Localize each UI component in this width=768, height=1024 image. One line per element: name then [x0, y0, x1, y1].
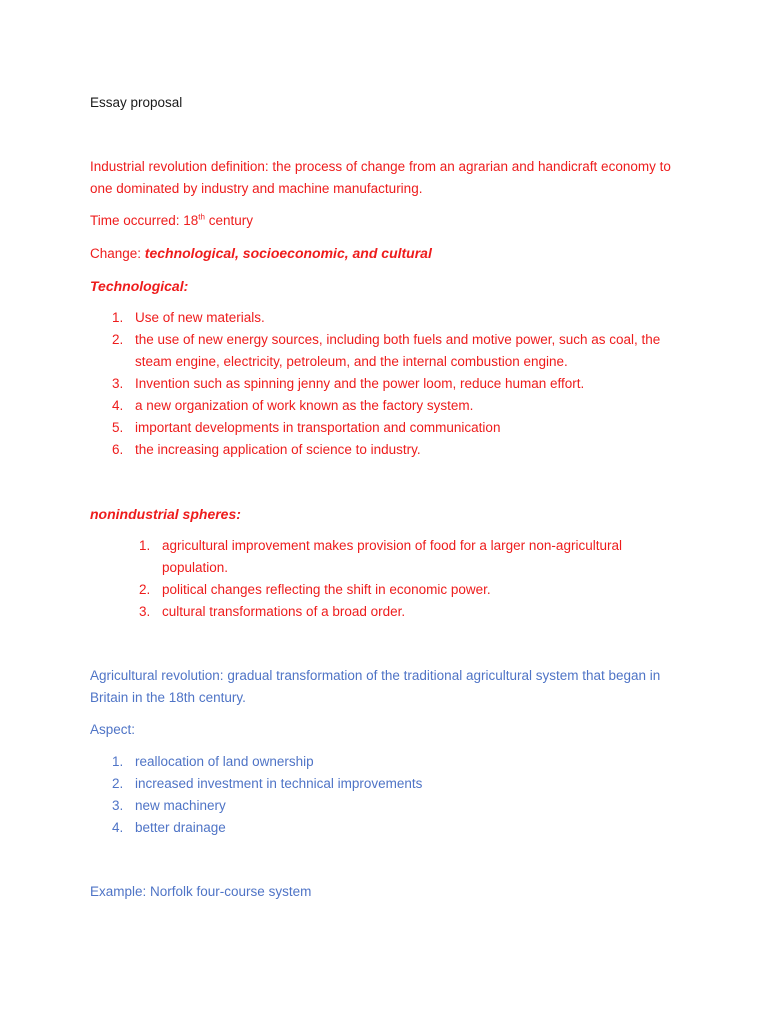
agricultural-definition: Agricultural revolution: gradual transformation of the traditional agricultural system that began in Britain in the 18th century. — [90, 668, 661, 705]
nonindustrial-heading: nonindustrial spheres: — [90, 506, 241, 522]
technological-heading: Technological: — [90, 278, 189, 294]
industrial-definition: Industrial revolution definition: the process of change from an agrarian and handicraft economy to one dominated by industry and machine manufacturing. — [90, 159, 671, 196]
change-label: Change: — [90, 246, 145, 261]
list-text: cultural transformations of a broad order. — [162, 604, 406, 619]
list-number: 3. — [112, 798, 124, 813]
list-text: agricultural improvement makes provision of food for a larger non-agricultural population. — [162, 538, 622, 575]
list-number: 4. — [112, 398, 124, 413]
list-item — [90, 373, 690, 395]
list-item — [90, 795, 690, 817]
list-item — [90, 417, 690, 439]
list-item — [90, 329, 690, 373]
list-number: 6. — [112, 442, 124, 457]
list-number: 3. — [139, 604, 151, 619]
list-text: Invention such as spinning jenny and the power loom, reduce human effort. — [135, 376, 585, 391]
list-number: 4. — [112, 820, 124, 835]
list-number: 1. — [112, 754, 124, 769]
list-item — [90, 535, 690, 579]
time-occurred — [90, 210, 690, 232]
list-text: a new organization of work known as the factory system. — [135, 398, 474, 413]
change-line — [90, 242, 690, 265]
list-number: 1. — [139, 538, 151, 553]
list-item — [90, 817, 690, 839]
list-item — [90, 773, 690, 795]
document-page — [90, 92, 690, 903]
list-number: 2. — [139, 582, 151, 597]
technological-list — [90, 307, 690, 461]
list-number: 2. — [112, 332, 124, 347]
list-item — [90, 439, 690, 461]
list-item — [90, 395, 690, 417]
list-text: political changes reflecting the shift in economic power. — [162, 582, 491, 597]
list-item — [90, 579, 690, 601]
aspect-list — [90, 751, 690, 839]
list-item — [90, 307, 690, 329]
aspect-label: Aspect: — [90, 722, 136, 737]
document-title: Essay proposal — [90, 95, 183, 110]
time-suffix: century — [204, 213, 253, 228]
nonindustrial-list — [90, 535, 690, 623]
list-item — [90, 751, 690, 773]
list-item — [90, 601, 690, 623]
list-text: new machinery — [135, 798, 226, 813]
list-text: Use of new materials. — [135, 310, 265, 325]
list-text: better drainage — [135, 820, 226, 835]
list-text: important developments in transportation and communication — [135, 420, 501, 435]
list-number: 1. — [112, 310, 124, 325]
example-line: Example: Norfolk four-course system — [90, 884, 312, 899]
list-text: reallocation of land ownership — [135, 754, 314, 769]
list-number: 5. — [112, 420, 124, 435]
list-text: the increasing application of science to industry. — [135, 442, 421, 457]
time-prefix: Time occurred: 18 — [90, 213, 199, 228]
list-number: 2. — [112, 776, 124, 791]
list-text: the use of new energy sources, including both fuels and motive power, such as coal, the steam engine, electricity, petroleum, and the internal combustion engine. — [135, 332, 661, 369]
list-number: 3. — [112, 376, 124, 391]
list-text: increased investment in technical improvements — [135, 776, 423, 791]
change-value: technological, socioeconomic, and cultural — [144, 245, 432, 261]
time-superscript: th — [198, 212, 205, 222]
